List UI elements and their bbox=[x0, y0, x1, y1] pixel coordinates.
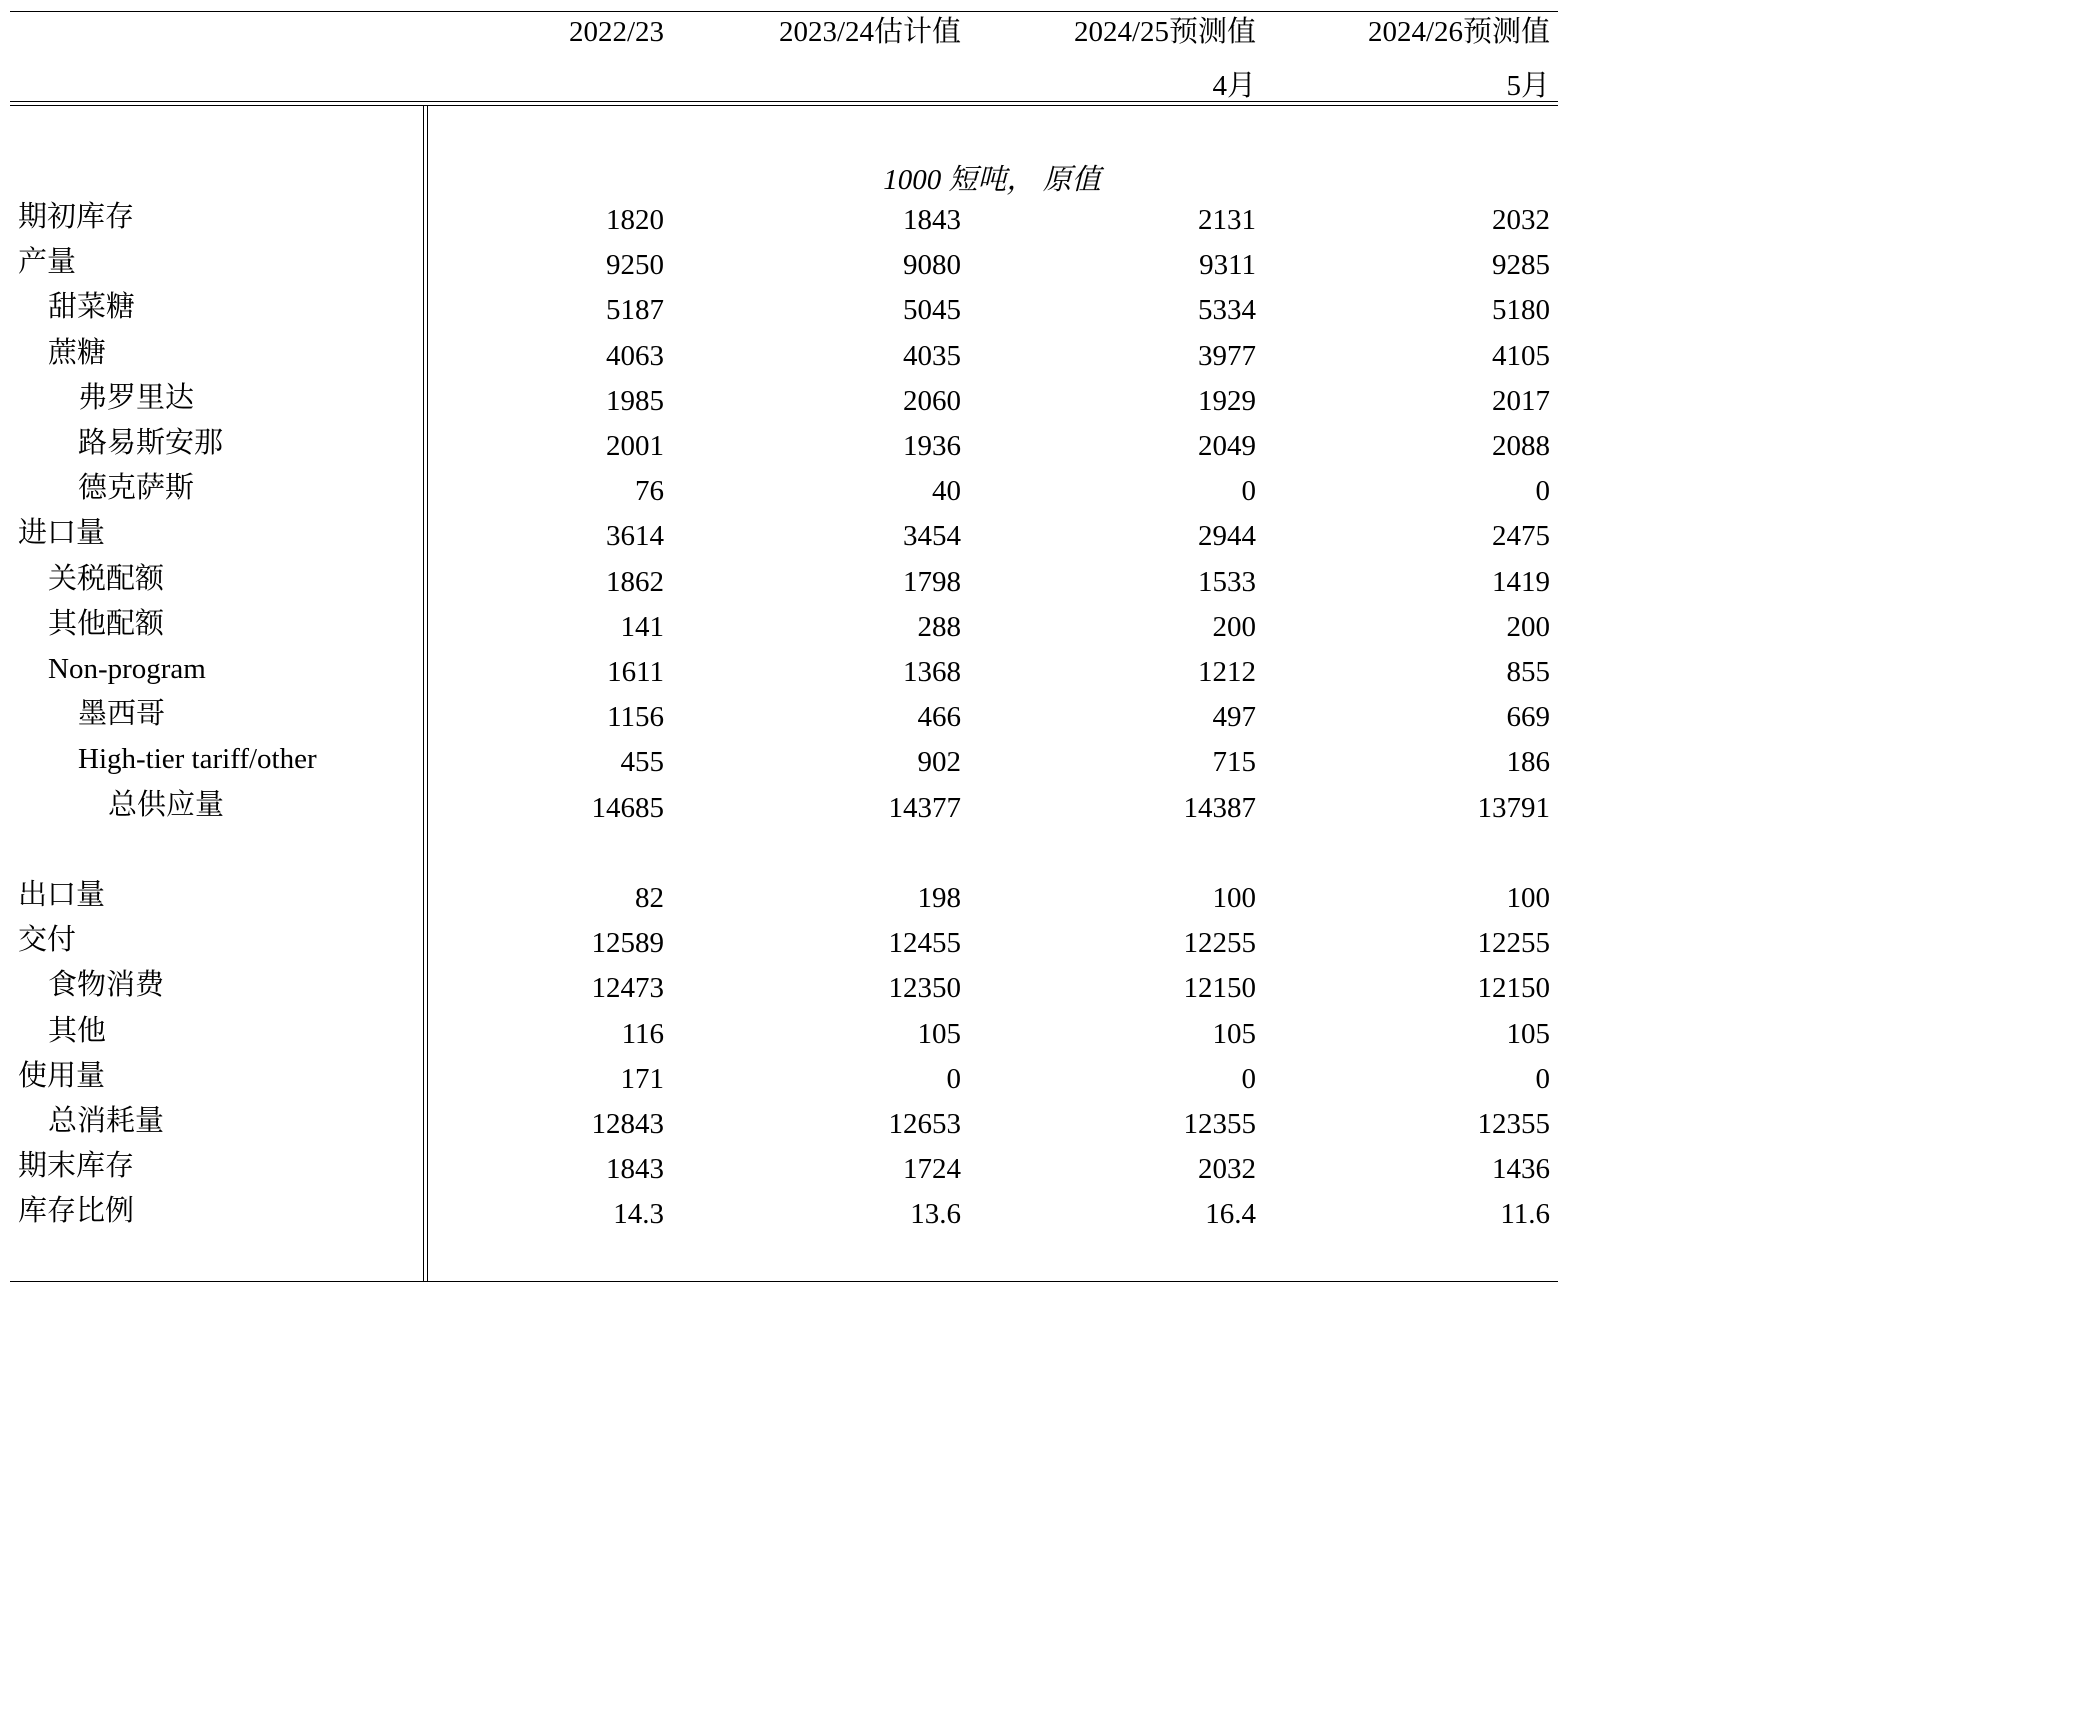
table-cell: 9285 bbox=[1492, 249, 1550, 281]
row-label: 进口量 bbox=[18, 517, 106, 549]
table-cell: 141 bbox=[620, 611, 664, 643]
table-cell: 288 bbox=[917, 611, 961, 643]
table-cell: 466 bbox=[917, 701, 961, 733]
table-cell: 9250 bbox=[606, 249, 664, 281]
table-cell: 1156 bbox=[607, 701, 664, 733]
table-cell: 0 bbox=[946, 1063, 961, 1095]
table-cell: 2944 bbox=[1198, 520, 1256, 552]
table-cell: 0 bbox=[1241, 1063, 1256, 1095]
column-subheader: 4月 bbox=[1212, 70, 1256, 102]
table-cell: 12355 bbox=[1183, 1108, 1256, 1140]
table-cell: 1212 bbox=[1198, 656, 1256, 688]
row-label: 食物消费 bbox=[48, 969, 165, 1001]
bottom-rule bbox=[10, 1281, 1558, 1282]
table-cell: 1929 bbox=[1198, 385, 1256, 417]
table-cell: 455 bbox=[620, 746, 664, 778]
row-label: 关税配额 bbox=[48, 563, 165, 595]
table-cell: 82 bbox=[635, 882, 664, 914]
table-cell: 12653 bbox=[888, 1108, 961, 1140]
table-cell: 12843 bbox=[591, 1108, 664, 1140]
table-cell: 1419 bbox=[1492, 566, 1550, 598]
table-cell: 100 bbox=[1506, 882, 1550, 914]
table-cell: 1724 bbox=[903, 1153, 961, 1185]
table-cell: 0 bbox=[1241, 475, 1256, 507]
row-label: 其他配额 bbox=[48, 608, 165, 640]
table-cell: 12355 bbox=[1477, 1108, 1550, 1140]
row-label: 出口量 bbox=[18, 879, 106, 911]
row-label: 总供应量 bbox=[108, 789, 225, 821]
table-cell: 14377 bbox=[888, 792, 961, 824]
table-cell: 1936 bbox=[903, 430, 961, 462]
table-cell: 1611 bbox=[607, 656, 664, 688]
row-label: 产量 bbox=[18, 246, 77, 278]
table-cell: 12150 bbox=[1183, 972, 1256, 1004]
table-cell: 13791 bbox=[1477, 792, 1550, 824]
row-label: 交付 bbox=[18, 924, 77, 956]
table-cell: 198 bbox=[917, 882, 961, 914]
table-cell: 105 bbox=[917, 1018, 961, 1050]
table-cell: 497 bbox=[1212, 701, 1256, 733]
table-cell: 4063 bbox=[606, 340, 664, 372]
table-cell: 2088 bbox=[1492, 430, 1550, 462]
table-cell: 2017 bbox=[1492, 385, 1550, 417]
table-cell: 171 bbox=[620, 1063, 664, 1095]
table-cell: 12255 bbox=[1477, 927, 1550, 959]
table-cell: 1985 bbox=[606, 385, 664, 417]
table-cell: 12473 bbox=[591, 972, 664, 1004]
table-cell: 12589 bbox=[591, 927, 664, 959]
row-label: 期初库存 bbox=[18, 201, 135, 233]
column-subheader: 5月 bbox=[1506, 70, 1550, 102]
table-cell: 186 bbox=[1506, 746, 1550, 778]
table-cell: 1798 bbox=[903, 566, 961, 598]
row-label: 使用量 bbox=[18, 1060, 106, 1092]
table-cell: 1843 bbox=[903, 204, 961, 236]
column-header: 2023/24估计值 bbox=[778, 16, 961, 48]
column-header: 2022/23 bbox=[568, 16, 664, 48]
column-header: 2024/25预测值 bbox=[1073, 16, 1256, 48]
table-cell: 200 bbox=[1506, 611, 1550, 643]
table-cell: 12150 bbox=[1477, 972, 1550, 1004]
table-cell: 1436 bbox=[1492, 1153, 1550, 1185]
table-cell: 3454 bbox=[903, 520, 961, 552]
header-rule-upper bbox=[10, 101, 1558, 102]
table-cell: 200 bbox=[1212, 611, 1256, 643]
table-cell: 855 bbox=[1506, 656, 1550, 688]
table-cell: 12350 bbox=[888, 972, 961, 1004]
table-cell: 9311 bbox=[1199, 249, 1256, 281]
table-cell: 14387 bbox=[1183, 792, 1256, 824]
table-cell: 2049 bbox=[1198, 430, 1256, 462]
table-cell: 0 bbox=[1535, 475, 1550, 507]
table-cell: 11.6 bbox=[1500, 1198, 1550, 1230]
table-cell: 116 bbox=[621, 1018, 664, 1050]
table-cell: 40 bbox=[932, 475, 961, 507]
table-cell: 16.4 bbox=[1205, 1198, 1256, 1230]
table-cell: 4105 bbox=[1492, 340, 1550, 372]
table-cell: 5187 bbox=[606, 294, 664, 326]
row-label: 德克萨斯 bbox=[78, 472, 195, 504]
table-cell: 1368 bbox=[903, 656, 961, 688]
table-cell: 3977 bbox=[1198, 340, 1256, 372]
column-header: 2024/26预测值 bbox=[1367, 16, 1550, 48]
table-cell: 12255 bbox=[1183, 927, 1256, 959]
table-cell: 669 bbox=[1506, 701, 1550, 733]
table-cell: 1533 bbox=[1198, 566, 1256, 598]
table-cell: 14.3 bbox=[613, 1198, 664, 1230]
row-label: 期末库存 bbox=[18, 1150, 135, 1182]
table-cell: 1862 bbox=[606, 566, 664, 598]
table-cell: 76 bbox=[635, 475, 664, 507]
table-cell: 3614 bbox=[606, 520, 664, 552]
row-label: 甜菜糖 bbox=[48, 291, 136, 323]
table-cell: 14685 bbox=[591, 792, 664, 824]
table-cell: 2060 bbox=[903, 385, 961, 417]
row-label: 蔗糖 bbox=[48, 337, 107, 369]
table-cell: 5045 bbox=[903, 294, 961, 326]
row-label: 弗罗里达 bbox=[78, 382, 195, 414]
unit-label: 1000 短吨， 原值 bbox=[883, 164, 1101, 196]
row-label: 库存比例 bbox=[18, 1195, 135, 1227]
table-cell: 105 bbox=[1212, 1018, 1256, 1050]
table-cell: 100 bbox=[1212, 882, 1256, 914]
table-cell: 13.6 bbox=[910, 1198, 961, 1230]
table-cell: 0 bbox=[1535, 1063, 1550, 1095]
table-cell: 715 bbox=[1212, 746, 1256, 778]
table-cell: 105 bbox=[1506, 1018, 1550, 1050]
table-cell: 2032 bbox=[1198, 1153, 1256, 1185]
row-label: High-tier tariff/other bbox=[78, 743, 317, 775]
row-label: 路易斯安那 bbox=[78, 427, 224, 459]
table-cell: 1843 bbox=[606, 1153, 664, 1185]
row-label: Non-program bbox=[48, 653, 206, 685]
table-cell: 5334 bbox=[1198, 294, 1256, 326]
table-cell: 5180 bbox=[1492, 294, 1550, 326]
row-label: 其他 bbox=[48, 1015, 107, 1047]
table-cell: 2001 bbox=[606, 430, 664, 462]
row-label: 墨西哥 bbox=[78, 698, 166, 730]
row-label: 总消耗量 bbox=[48, 1105, 165, 1137]
table-cell: 4035 bbox=[903, 340, 961, 372]
header-rule-lower bbox=[10, 105, 1558, 106]
table-cell: 1820 bbox=[606, 204, 664, 236]
label-divider-right bbox=[427, 105, 428, 1282]
table-cell: 2131 bbox=[1198, 204, 1256, 236]
table-cell: 12455 bbox=[888, 927, 961, 959]
table-cell: 2032 bbox=[1492, 204, 1550, 236]
label-divider-left bbox=[423, 105, 424, 1282]
table-cell: 2475 bbox=[1492, 520, 1550, 552]
table-cell: 902 bbox=[917, 746, 961, 778]
table-cell: 9080 bbox=[903, 249, 961, 281]
